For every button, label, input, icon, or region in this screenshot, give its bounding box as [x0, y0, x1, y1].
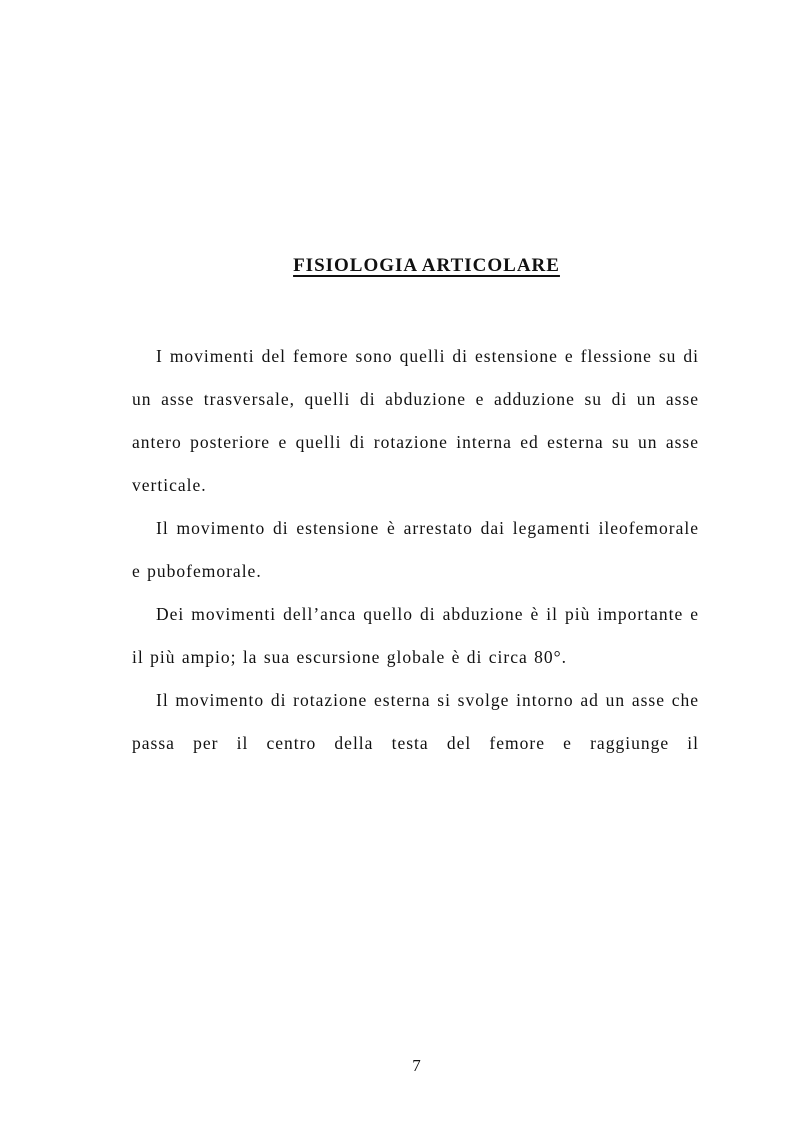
paragraph-1: I movimenti del femore sono quelli di estensione e flessione su di un asse trasversale, quelli di abduzione e adduzione su di un asse antero posteriore e quelli di rotazione interna ed esterna su un asse verticale. [132, 346, 699, 495]
paragraph-4: Il movimento di rotazione esterna si svolge intorno ad un asse che passa per il centro della testa del femore e raggiunge il [132, 690, 699, 753]
paragraph-3: Dei movimenti dell’anca quello di abduzione è il più importante e il più ampio; la sua escursione globale è di circa 80°. [132, 604, 699, 667]
body-text [132, 335, 699, 765]
paragraph-2: Il movimento di estensione è arrestato dai legamenti ileofemorale e pubofemorale. [132, 518, 699, 581]
page-title: FISIOLOGIA ARTICOLARE [293, 255, 560, 276]
page-number: 7 [412, 1056, 421, 1075]
